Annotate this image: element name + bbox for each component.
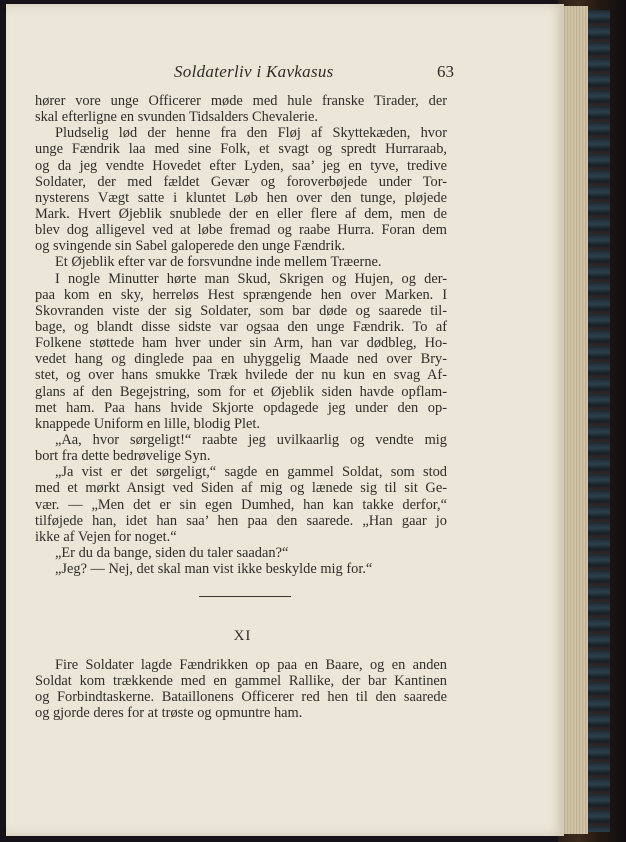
text-line: vedet hang og dinglede paa en uhyggelig Maade ned over Bry- (35, 351, 447, 368)
text-line: Soldat kom trækkende med en gammel Rallike, der bar Kantinen (35, 673, 447, 690)
text-line: tilføjede han, idet han saa’ hen paa den saarede. „Han gaar jo (35, 512, 447, 529)
text-line: „Aa, hvor sørgeligt!“ raabte jeg uvilkaarlig og vendte mig (55, 431, 447, 448)
chapter-paragraph (35, 657, 447, 722)
text-line: Mark. Hvert Øjeblik snublede der en eller flere af dem, men de (35, 205, 447, 222)
text-line: ikke af Vejen for noget.“ (35, 528, 177, 545)
page-number: 63 (437, 62, 454, 81)
text-line: blev dog alligevel ved at løbe fremad og raabe Hurra. Foran dem (35, 222, 447, 239)
text-line: og da jeg vendte Hovedet efter Lyden, saa’ jeg en tyve, tredive (35, 157, 447, 174)
text-line: og svingende sin Sabel galoperede den unge Fændrik. (35, 238, 346, 255)
text-line: paa kom en sky, herreløs Hest sprængende hen over Marken. I (35, 286, 447, 303)
text-line: og Forbindtaskerne. Bataillonens Officerer red hen til den saarede (35, 689, 447, 706)
text-line: skal efterligne en svunden Tidsalders Chevalerie. (35, 109, 318, 126)
chapter-heading: XI (233, 628, 252, 644)
text-line: Et Øjeblik efter var de forsvundne inde mellem Træerne. (55, 254, 382, 271)
paragraph (35, 545, 447, 561)
body-text (35, 93, 447, 577)
text-line: Skovranden viste der sig Soldater, som bar døde og saarede til- (35, 302, 447, 319)
text-line: met ham. Paa hans hvide Skjorte opdagede jeg under den op- (35, 399, 447, 416)
page-edges (560, 6, 588, 834)
paragraph (35, 271, 447, 432)
book-spine (588, 10, 610, 832)
text-line: I nogle Minutter hørte man Skud, Skrigen og Hujen, og der- (55, 270, 447, 287)
paragraph (35, 657, 447, 722)
text-line: „Jeg? — Nej, det skal man vist ikke beskylde mig for.“ (55, 561, 373, 578)
paragraph (35, 93, 447, 125)
page-header (42, 62, 454, 84)
paragraph (35, 254, 447, 270)
text-line: „Er du da bange, siden du taler saadan?“ (55, 544, 289, 561)
text-line: bage, og blandt disse sidste var ogsaa den unge Fændrik. To af (35, 318, 447, 335)
text-line: og gjorde deres for at trøste og opmuntre ham. (35, 705, 303, 722)
text-line: Soldater, der med fældet Gevær og foroverbøjede under Tor- (35, 173, 447, 190)
paragraph (35, 432, 447, 464)
paragraph (35, 561, 447, 577)
text-line: med et mørkt Ansigt ved Siden af mig og lænede sig til sit Ge- (35, 480, 447, 497)
text-line: vær. — „Men det er sin egen Dumhed, han kan takke derfor,“ (35, 496, 447, 513)
paragraph (35, 125, 447, 254)
text-line: stet, og over hans smukke Træk hvilede der nu kun en svag Af- (35, 367, 447, 384)
text-line: Folkene støttede ham hver under sin Arm, han var dødbleg, Ho- (35, 335, 447, 352)
text-line: Fire Soldater lagde Fændrikken op paa en Baare, og en anden (55, 657, 447, 673)
text-line: knappede Uniform en lille, blodig Plet. (35, 415, 261, 432)
paragraph (35, 464, 447, 545)
text-line: Pludselig lød der henne fra den Fløj af Skyttekæden, hvor (55, 125, 447, 142)
running-title: Soldaterliv i Kavkasus (174, 62, 334, 81)
text-line: unge Fændrik laa med sine Folk, et svagt og spredt Hurraraab, (35, 141, 447, 158)
text-line: nysterens Vægt satte i kluntet Løb hen over den tunge, pløjede (35, 189, 447, 206)
text-line: „Ja vist er det sørgeligt,“ sagde en gammel Soldat, som stod (55, 464, 447, 481)
section-divider (199, 596, 291, 597)
text-line: hører vore unge Officerer møde med hule franske Tirader, der (35, 93, 447, 109)
text-line: bort fra dette bedrøvelige Syn. (35, 448, 211, 465)
text-line: glans af den Begejstring, som for et Øjeblik siden havde opflam- (35, 383, 447, 400)
